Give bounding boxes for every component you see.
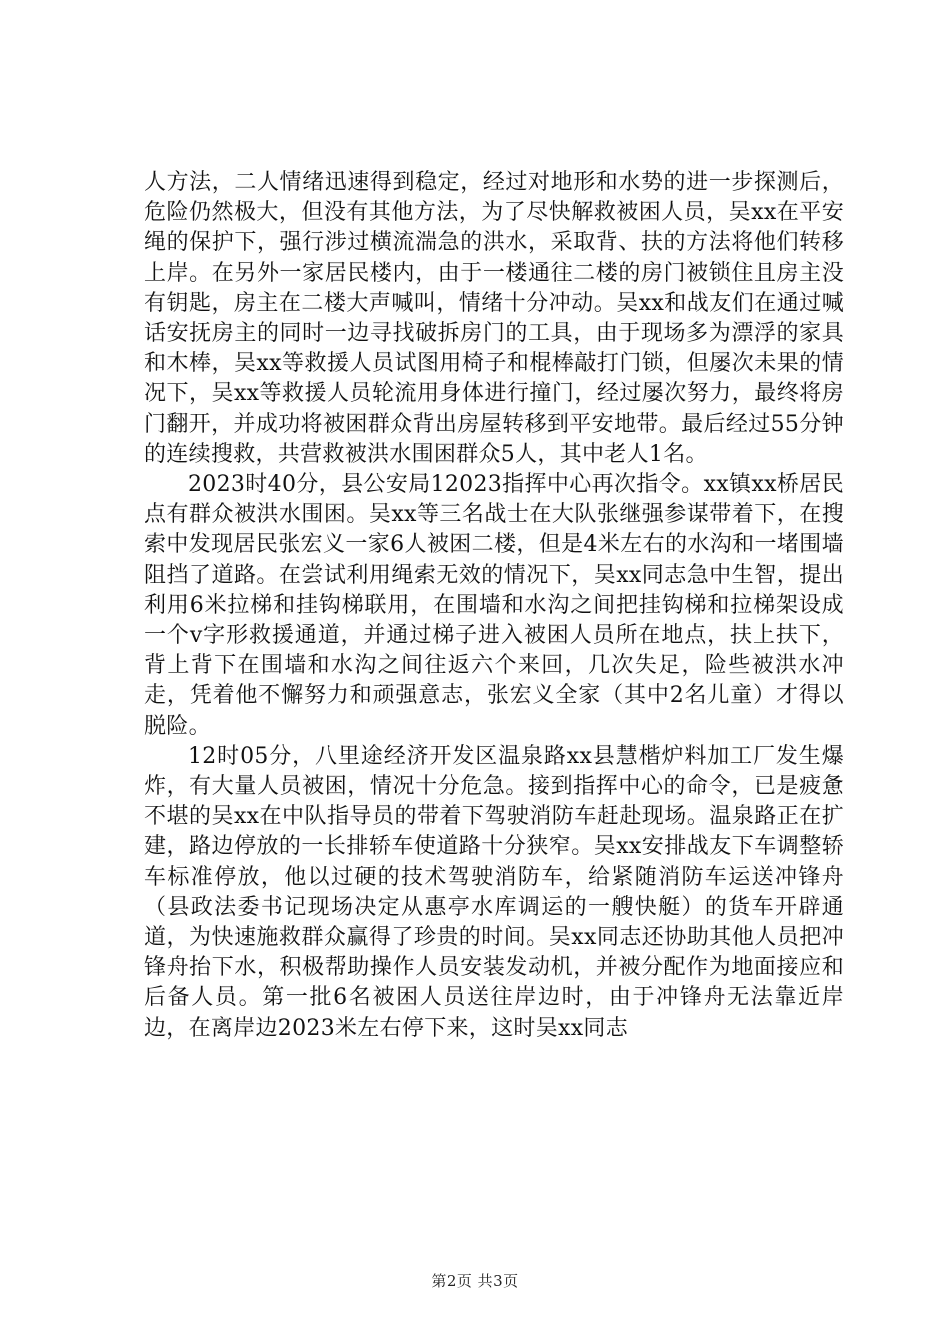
paragraph-explosion-rescue: 12时05分，八里途经济开发区温泉路xx县慧楷炉料加工厂发生爆炸，有大量人员被困，情况十分危急。接到指挥中心的命令，已是疲惫不堪的吴xx在中队指导员的带着下驾驶消防车赶赴现场。温泉路正在扩建，路边停放的一长排轿车使道路十分狭窄。吴xx安排战友下车调整轿车标准停放，他以过硬的技术驾驶消防车，给紧随消防车运送冲锋舟（县政法委书记现场决定从惠亭水库调运的一艘快艇）的货车开辟通道，为快速施救群众赢得了珍贵的时间。吴xx同志还协助其他人员把冲锋舟抬下水，积极帮助操作人员安装发动机，并被分配作为地面接应和后备人员。第一批6名被困人员送往岸边时，由于冲锋舟无法靠近岸边，在离岸边2023米左右停下来，这时吴xx同志 [144,743,844,1041]
document-body [144,168,844,1044]
paragraph-continuation: 人方法，二人情绪迅速得到稳定，经过对地形和水势的进一步探测后，危险仍然极大，但没有其他方法，为了尽快解救被困人员，吴xx在平安绳的保护下，强行涉过横流湍急的洪水，采取背、扶的方法将他们转移上岸。在另外一家居民楼内，由于一楼通往二楼的房门被锁住且房主没有钥匙，房主在二楼大声喊叫，情绪十分冲动。吴xx和战友们在通过喊话安抚房主的同时一边寻找破拆房门的工具，由于现场多为漂浮的家具和木棒，吴xx等救援人员试图用椅子和棍棒敲打门锁，但屡次未果的情况下，吴xx等救援人员轮流用身体进行撞门，经过屡次努力，最终将房门翻开，并成功将被困群众背出房屋转移到平安地带。最后经过55分钟的连续搜救，共营救被洪水围困群众5人，其中老人1名。 [144,170,844,467]
paragraph-rescue-qiao: 2023时40分，县公安局12023指挥中心再次指令。xx镇xx桥居民点有群众被洪水围困。吴xx等三名战士在大队张继强参谋带着下，在搜索中发现居民张宏义一家6人被困二楼，但是4米左右的水沟和一堵围墙阻挡了道路。在尝试利用绳索无效的情况下，吴xx同志急中生智，提出利用6米拉梯和挂钩梯联用，在围墙和水沟之间把挂钩梯和拉梯架设成一个v字形救援通道，并通过梯子进入被困人员所在地点，扶上扶下，背上背下在围墙和水沟之间往返六个来回，几次失足，险些被洪水冲走，凭着他不懈努力和顽强意志，张宏义全家（其中2名儿童）才得以脱险。 [144,472,844,739]
page-number-footer: 第2页 共3页 [431,1272,519,1290]
